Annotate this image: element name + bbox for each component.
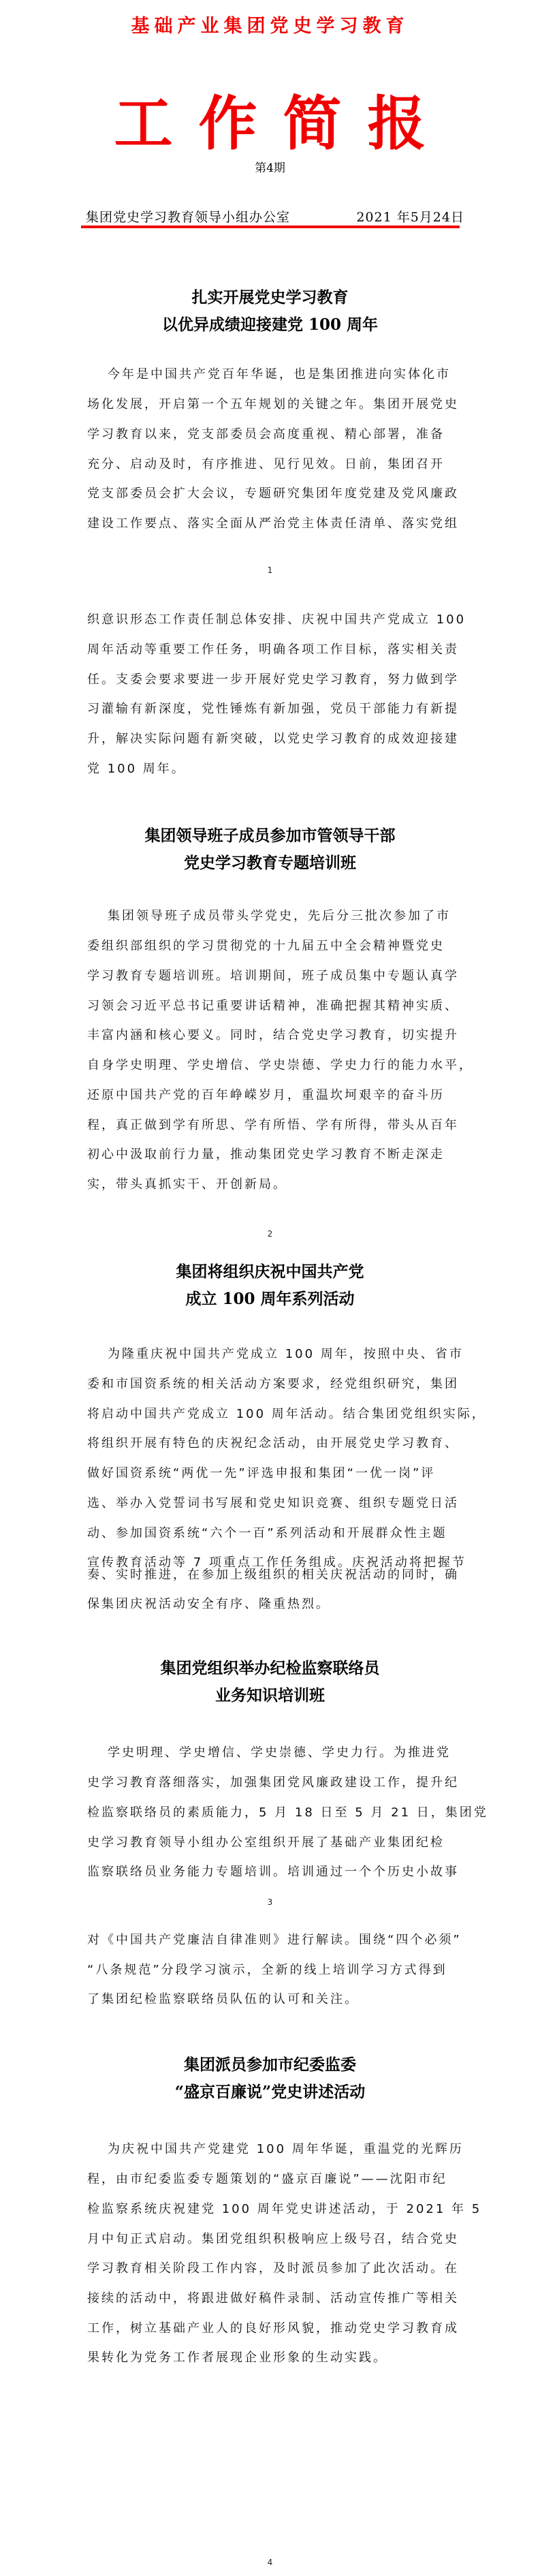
article-1-text-line: 党支部委员会扩大会议，专题研究集团年度党建及党风廉政 [87,486,459,501]
article-4-text-line: 对《中国共产党廉洁自律准则》进行解读。围绕“四个必须” [87,1933,462,1947]
article-1-text-line: 党 100 周年。 [87,762,186,776]
article-2-text-line: 实，带头真抓实干、开创新局。 [87,1177,287,1192]
article-5-text-line: 为庆祝中国共产党建党 100 周年华诞，重温党的光辉历 [108,2142,464,2156]
article-1-text-line: 周年活动等重要工作任务，明确各项工作目标，落实相关责 [87,642,459,657]
article-3-text-line: 为隆重庆祝中国共产党成立 100 周年，按照中央、省市 [108,1347,464,1361]
article-3-text-line: 保集团庆祝活动安全有序、隆重热烈。 [87,1597,330,1611]
article-3-text-line: 将组织开展有特色的庆祝纪念活动，由开展党史学习教育、 [87,1436,459,1450]
article-3-text-line: 将启动中国共产党成立 100 周年活动。结合集团党组织实际， [87,1407,486,1421]
issue-number: 第4期 [255,161,285,175]
header-divider [81,226,460,228]
article-1-text-line: 习灌输有新深度，党性锤炼有新加强，党员干部能力有新提 [87,702,459,716]
article-4-title-line-2: 业务知识培训班 [215,1686,325,1705]
article-2-text-line: 委组织部组织的学习贯彻党的十九届五中全会精神暨党史 [87,939,445,953]
article-5-text-line: 检监察系统庆祝建党 100 周年党史讲述活动，于 2021 年 5 [87,2202,482,2216]
article-1-text-line: 今年是中国共产党百年华诞，也是集团推进向实体化市 [108,367,451,382]
page-number: 3 [267,1897,273,1907]
article-1-text-line: 充分、启动及时，有序推进、见行见效。日前，集团召开 [87,457,445,471]
article-4-text-line: 史学习教育落细落实，加强集团党风廉政建设工作，提升纪 [87,1775,459,1790]
page-number: 2 [267,1229,273,1239]
main-title: 工作简报 [114,89,452,158]
article-2-text-line: 初心中汲取前行力量，推动集团党史学习教育不断走深走 [87,1147,445,1162]
article-3-title-line-2: 成立 100 周年系列活动 [185,1290,355,1308]
article-1-text-line: 升，解决实际问题有新突破，以党史学习教育的成效迎接建 [87,732,459,746]
page-number: 4 [267,2558,273,2567]
article-4-title-line-1: 集团党组织举办纪检监察联络员 [160,1659,380,1677]
page-number: 1 [267,565,273,575]
article-4-text-line: 史学习教育领导小组办公室组织开展了基础产业集团纪检 [87,1835,445,1850]
org-title: 基础产业集团党史学习教育 [131,16,409,37]
article-4-text-line: 监察联络员业务能力专题培训。培训通过一个个历史小故事 [87,1865,459,1879]
article-3-title-line-1: 集团将组织庆祝中国共产党 [176,1262,364,1281]
article-5-text-line: 程，由市纪委监委专题策划的“盛京百廉说”——沈阳市纪 [87,2172,447,2186]
article-1-text-line: 建设工作要点、落实全面从严治党主体责任清单、落实党组 [87,516,459,531]
article-2-text-line: 学习教育专题培训班。培训期间，班子成员集中专题认真学 [87,969,459,983]
article-3-text-line: 选、举办入党誓词书写展和党史知识竞赛、组织专题党日活 [87,1496,459,1510]
article-4-text-line: 检监察联络员的素质能力，5 月 18 日至 5 月 21 日，集团党 [87,1805,488,1820]
article-5-text-line: 果转化为党务工作者展现企业形象的生动实践。 [87,2350,387,2365]
article-2-title-line-1: 集团领导班子成员参加市管领导干部 [144,826,396,845]
article-2-text-line: 程，真正做到学有所思、学有所悟、学有所得，带头从百年 [87,1118,459,1132]
article-1-title-line-1: 扎实开展党史学习教育 [191,288,349,307]
article-5-title-line-1: 集团派员参加市纪委监委 [184,2055,356,2074]
article-3-text-line: 动、参加国资系统“六个一百”系列活动和开展群众性主题 [87,1526,447,1540]
article-5-text-line: 工作，树立基础产业人的良好形风貌，推动党史学习教育成 [87,2321,459,2336]
article-4-text-line: 学史明理、学史增信、学史崇德、学史力行。为推进党 [108,1745,451,1760]
issue-date: 2021 年5月24日 [356,209,464,225]
article-2-title-line-2: 党史学习教育专题培训班 [184,854,356,872]
article-1-text-line: 任。支委会要求要进一步开展好党史学习教育，努力做到学 [87,672,459,687]
article-2-text-line: 集团领导班子成员带头学党史，先后分三批次参加了市 [108,909,451,923]
article-1-text-line: 织意识形态工作责任制总体安排、庆祝中国共产党成立 100 [87,612,466,627]
article-2-text-line: 习领会习近平总书记重要讲话精神，准确把握其精神实质、 [87,999,459,1013]
issuer-row [86,206,464,226]
article-4-text-line: 了集团纪检监察联络员队伍的认可和关注。 [87,1992,359,2006]
article-3-text-line: 做好国资系统“两优一先”评选申报和集团“一优一岗”评 [87,1466,436,1480]
article-2-text-line: 还原中国共产党的百年峥嵘岁月，重温坎坷艰辛的奋斗历 [87,1088,445,1102]
article-3-text-line: 委和市国资系统的相关活动方案要求，经党组织研究，集团 [87,1377,459,1391]
article-5-text-line: 学习教育相关阶段工作内容，及时派员参加了此次活动。在 [87,2261,459,2276]
issuing-office: 集团党史学习教育领导小组办公室 [86,209,291,225]
article-1-text-line: 场化发展，开启第一个五年规划的关键之年。集团开展党史 [87,397,459,412]
article-2-text-line: 丰富内涵和核心要义。同时，结合党史学习教育，切实提升 [87,1028,459,1042]
article-2-text-line: 自身学史明理、学史增信、学史崇德、学史力行的能力水平， [87,1058,473,1072]
article-5-text-line: 接续的活动中，将跟进做好稿件录制、活动宣传推广等相关 [87,2291,459,2306]
article-1-title-line-2: 以优异成绩迎接建党 100 周年 [161,315,379,334]
article-1-text-line: 学习教育以来，党支部委员会高度重视、精心部署，准备 [87,427,445,441]
article-3-text-line: 奏、实时推进，在参加上级组织的相关庆祝活动的同时，确 [87,1568,459,1582]
article-5-title-line-2: “盛京百廉说”党史讲述活动 [174,2083,366,2101]
article-5-text-line: 月中旬正式启动。集团党组织积极响应上级号召，结合党史 [87,2232,459,2246]
article-4-text-line: “八条规范”分段学习演示，全新的线上培训学习方式得到 [87,1963,447,1977]
article-3-text-line: 宣传教育活动等 7 项重点工作任务组成。庆祝活动将把握节 [87,1555,466,1570]
